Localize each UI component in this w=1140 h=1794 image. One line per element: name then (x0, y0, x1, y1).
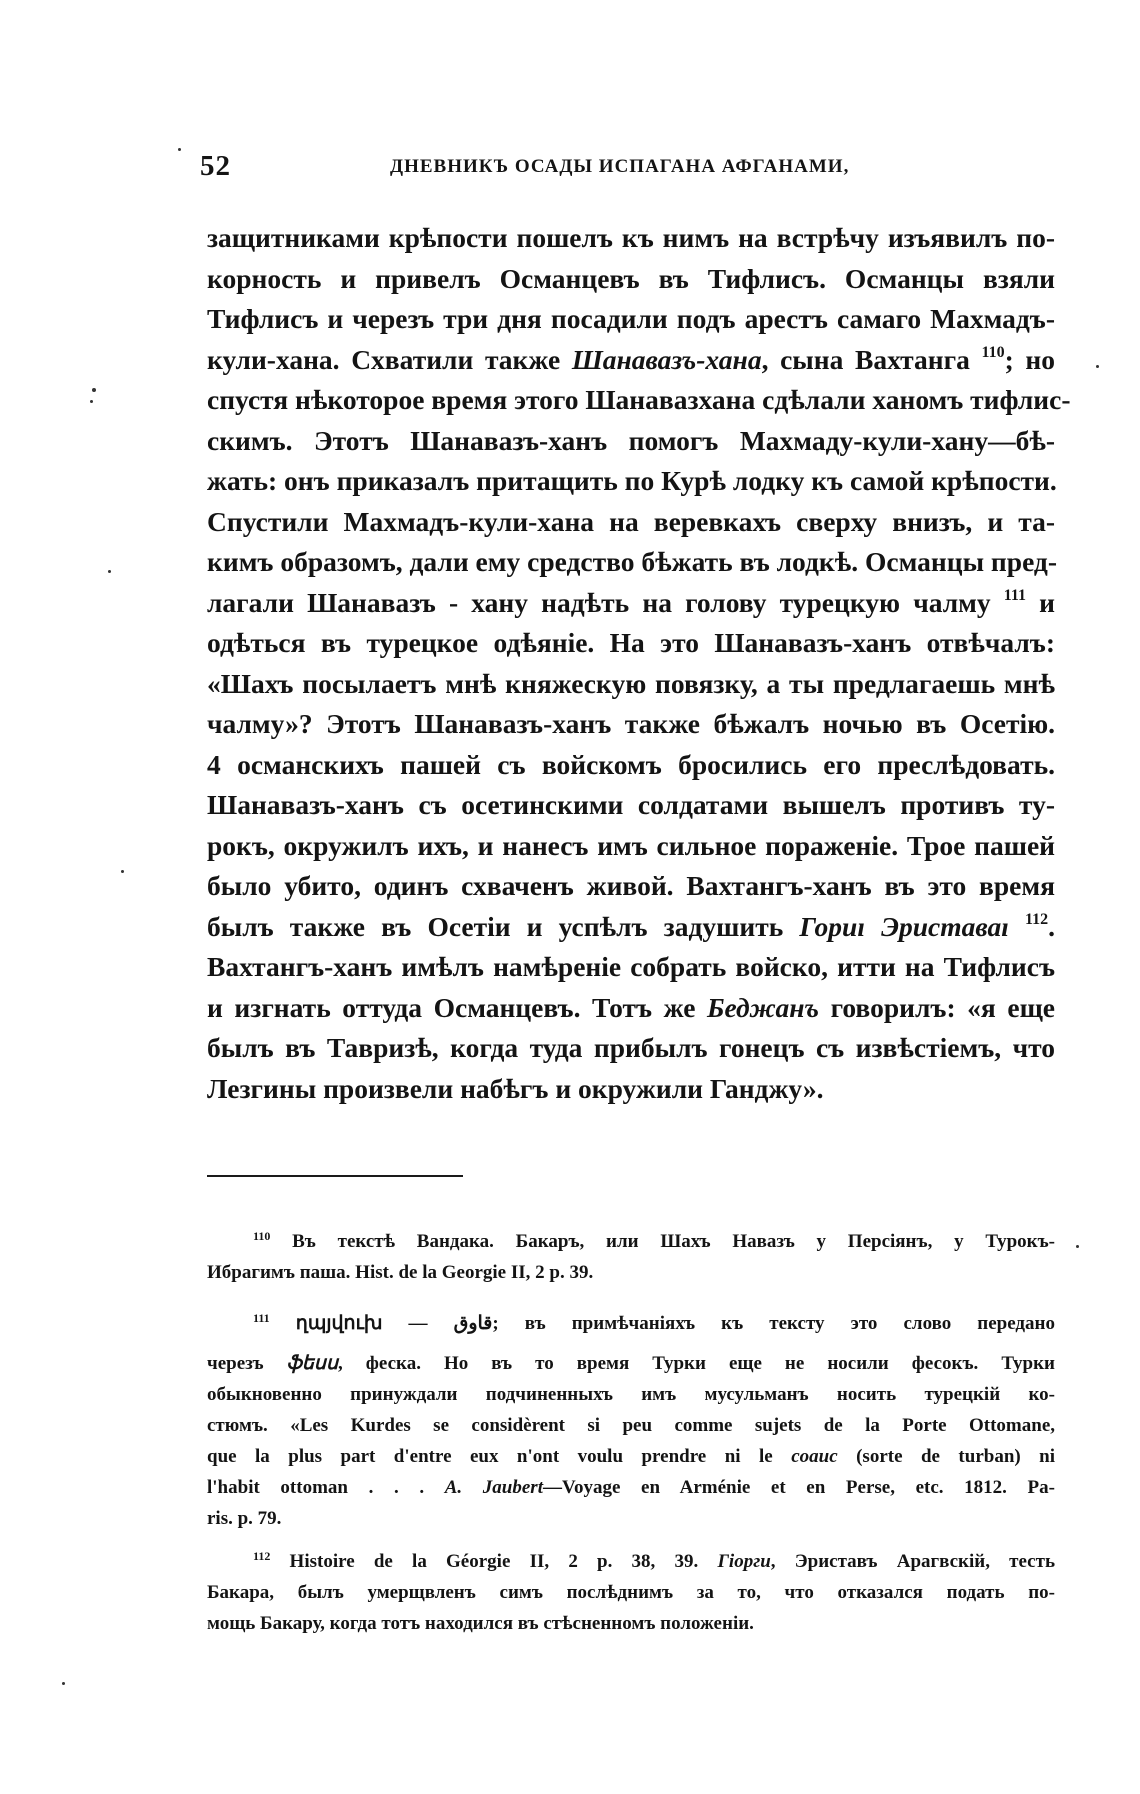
italic-name: Беджанъ (707, 991, 819, 1023)
text-line: защитниками крѣпости пошелъ къ нимъ на встрѣчу изъявилъ по- (207, 222, 1055, 253)
scan-speck (92, 388, 96, 392)
footnote-111: $^{111}$ ղպյվուխ — قاوق; въ примѣчаніяхъ къ тексту это слово передано (253, 1311, 1055, 1334)
footnotes (207, 1226, 1055, 1639)
running-title: ДНЕВНИКЪ ОСАДЫ ИСПАГАНА АФГАНАМИ, (390, 156, 850, 177)
text-line: и изгнать оттуда Османцевъ. Тотъ же Беджанъ говорилъ: «я еще (207, 991, 1056, 1023)
scan-speck (1096, 365, 1099, 368)
scan-speck (121, 870, 124, 873)
footnote-line: мощь Бакару, когда тотъ находился въ стѣсненномъ положеніи. (207, 1613, 754, 1634)
text-line: Тифлисъ и черезъ три дня посадили подъ арестъ самаго Махмадъ- (207, 303, 1055, 334)
page-number: 52 (200, 150, 231, 182)
running-head (200, 150, 1050, 190)
footnote-line: Ибрагимъ паша. Hist. de la Georgie II, 2 p. 39. (207, 1262, 594, 1283)
footnote-line: Бакара, былъ умерщвленъ симъ послѣднимъ за то, что отказался подать по- (207, 1582, 1055, 1603)
italic-name: Шанавазъ-хана (571, 343, 762, 375)
italic-name: Гориı Эриставаı (799, 910, 1009, 942)
text-line: кули-хана. Схватили также Шанавазъ-хана, сына Вахтанга $^{110}$; но (207, 343, 1056, 375)
footnote-ref-112: 112 (1025, 910, 1049, 928)
scan-speck (90, 400, 93, 403)
text-line: рокъ, окружилъ ихъ, и нанесъ имъ сильное пораженіе. Трое пашей (207, 829, 1055, 861)
text-line: Спустили Махмадъ-кули-хана на веревкахъ сверху внизъ, и та- (207, 505, 1055, 537)
footnote-line: обыкновенно принуждали подчиненныхъ имъ мусульманъ носить турецкій ко- (207, 1384, 1055, 1405)
text-line: лагали Шанавазъ - хану надѣть на голову турецкую чалму $^{111}$ и (207, 586, 1056, 618)
text-line: жать: онъ приказалъ притащить по Курѣ лодку къ самой крѣпости. (207, 465, 1057, 496)
footnote-line: черезъ ֆեսս, феска. Но въ то время Турки еще не носили фесокъ. Турки (207, 1353, 1056, 1374)
footnote-line: ris. p. 79. (207, 1508, 282, 1529)
footnote-line: l'habit ottoman . . . A. Jaubert—Voyage en Arménie et en Perse, etc. 1812. Pa- (207, 1477, 1055, 1498)
main-text (207, 218, 1071, 1109)
text-line: Лезгины произвели набѣгъ и окружили Ганджу». (207, 1072, 824, 1104)
scan-speck (1076, 1245, 1079, 1248)
text-line: Вахтангъ-ханъ имѣлъ намѣреніе собрать войско, итти на Тифлисъ (207, 951, 1055, 982)
text-line: Шанавазъ-ханъ съ осетинскими солдатами вышелъ противъ ту- (207, 789, 1055, 820)
scan-speck (178, 148, 181, 151)
scan-speck (108, 570, 111, 573)
text-line: чалму»? Этотъ Шанавазъ-ханъ также бѣжалъ ночью въ Осетію. (207, 708, 1055, 739)
text-line: было убито, одинъ схваченъ живой. Вахтангъ-ханъ въ это время (207, 870, 1055, 901)
text-line: былъ въ Тавризѣ, когда туда прибылъ гонецъ съ извѣстіемъ, что (207, 1032, 1055, 1063)
text-line: былъ также въ Осетіи и успѣлъ задушить Гориı Эриставаı $^{112}$. (207, 910, 1056, 942)
text-line: кимъ образомъ, дали ему средство бѣжать въ лодкѣ. Османцы пред- (207, 546, 1057, 577)
text-line: спустя нѣкоторое время этого Шанавазхана сдѣлали ханомъ тифлис- (207, 384, 1071, 415)
text-line: 4 османскихъ пашей съ войскомъ бросились его преслѣдовать. (207, 748, 1055, 780)
footnote-110: $^{110}$ Въ текстѣ Вандака. Бакаръ, или Шахъ Навазъ у Персіянъ, у Турокъ- (253, 1229, 1055, 1252)
text-line: одѣться въ турецкое одѣяніе. На это Шанавазъ-ханъ отвѣчалъ: (207, 627, 1055, 658)
text-line: «Шахъ посылаетъ мнѣ княжескую повязку, а ты предлагаешь мнѣ (207, 667, 1055, 699)
footnote-ref-110: 110 (981, 343, 1005, 361)
text-line: скимъ. Этотъ Шанавазъ-ханъ помогъ Махмаду-кули-хану—бѣ- (207, 424, 1055, 456)
footnote-ref-111: 111 (1003, 586, 1027, 604)
scan-speck (62, 1682, 65, 1685)
footnote-line: que la plus part d'entre eux n'ont voulu prendre ni le coauc (sorte de turban) ni (207, 1446, 1056, 1467)
footnote-line: стюмъ. «Les Kurdes se considèrent si peu comme sujets de la Porte Ottomane, (207, 1415, 1055, 1436)
text-line: корность и привелъ Османцевъ въ Тифлисъ. Османцы взяли (207, 262, 1055, 294)
footnote-divider (207, 1175, 463, 1177)
footnote-112: $^{112}$ Histoire de la Géorgie II, 2 p. 38, 39. Гіорги, Эриставъ Арагвскій, тесть (253, 1549, 1055, 1572)
